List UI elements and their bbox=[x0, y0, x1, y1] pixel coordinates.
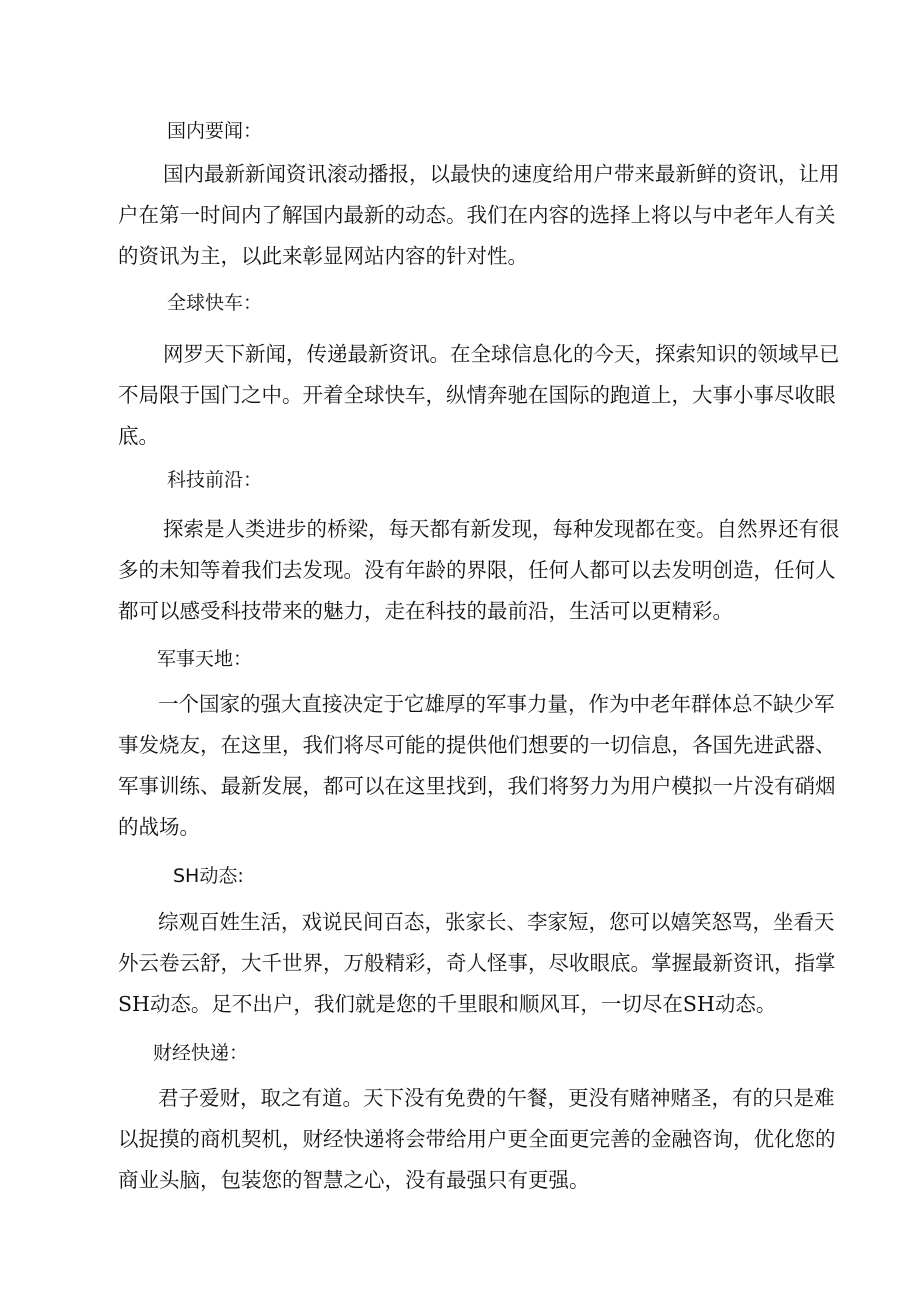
paragraph-line: 不局限于国门之中。开着全球快车，纵情奔驰在国际的跑道上，大事小事尽收眼 bbox=[118, 383, 836, 407]
paragraph-line: 网罗天下新闻，传递最新资讯。在全球信息化的今天，探索知识的领域早已 bbox=[163, 342, 840, 366]
paragraph-line: 探索是人类进步的桥梁，每天都有新发现，每种发现都在变。自然界还有很 bbox=[163, 517, 840, 541]
paragraph-line: 的战场。 bbox=[118, 815, 200, 839]
paragraph-line: 综观百姓生活，戏说民间百态，张家长、李家短，您可以嬉笑怒骂，坐看天 bbox=[158, 910, 835, 934]
paragraph-line: 事发烧友，在这里，我们将尽可能的提供他们想要的一切信息，各国先进武器、 bbox=[118, 733, 836, 757]
paragraph-line: 君子爱财，取之有道。天下没有免费的午餐，更没有赌神赌圣，有的只是难 bbox=[158, 1086, 835, 1110]
section-heading: 全球快车： bbox=[167, 292, 263, 314]
paragraph-line: 户在第一时间内了解国内最新的动态。我们在内容的选择上将以与中老年人有关 bbox=[118, 203, 836, 227]
paragraph-line: 商业头脑，包装您的智慧之心，没有最强只有更强。 bbox=[118, 1168, 590, 1192]
paragraph-line: 底。 bbox=[118, 424, 159, 448]
paragraph-line: 多的未知等着我们去发现。没有年龄的界限，任何人都可以去发明创造，任何人 bbox=[118, 558, 836, 582]
section-heading: SH动态: bbox=[173, 865, 244, 887]
paragraph-line: 外云卷云舒，大千世界，万般精彩，奇人怪事，尽收眼底。掌握最新资讯，指掌 bbox=[118, 951, 836, 975]
section-heading: 财经快递： bbox=[153, 1042, 249, 1064]
section-heading: 国内要闻： bbox=[167, 120, 263, 142]
paragraph-line: 的资讯为主，以此来彰显网站内容的针对性。 bbox=[118, 244, 528, 268]
paragraph-line: 国内最新新闻资讯滚动播报，以最快的速度给用户带来最新鲜的资讯，让用 bbox=[163, 162, 840, 186]
paragraph-line: 一个国家的强大直接决定于它雄厚的军事力量，作为中老年群体总不缺少军 bbox=[158, 692, 835, 716]
paragraph-line: 军事训练、最新发展，都可以在这里找到，我们将努力为用户模拟一片没有硝烟 bbox=[118, 774, 836, 798]
paragraph-line: 都可以感受科技带来的魅力，走在科技的最前沿，生活可以更精彩。 bbox=[118, 599, 733, 623]
paragraph-line: SH动态。足不出户，我们就是您的千里眼和顺风耳，一切尽在SH动态。 bbox=[118, 992, 777, 1016]
section-heading: 科技前沿： bbox=[167, 469, 263, 491]
section-heading: 军事天地： bbox=[157, 648, 253, 670]
paragraph-line: 以捉摸的商机契机，财经快递将会带给用户更全面更完善的金融咨询，优化您的 bbox=[118, 1127, 836, 1151]
